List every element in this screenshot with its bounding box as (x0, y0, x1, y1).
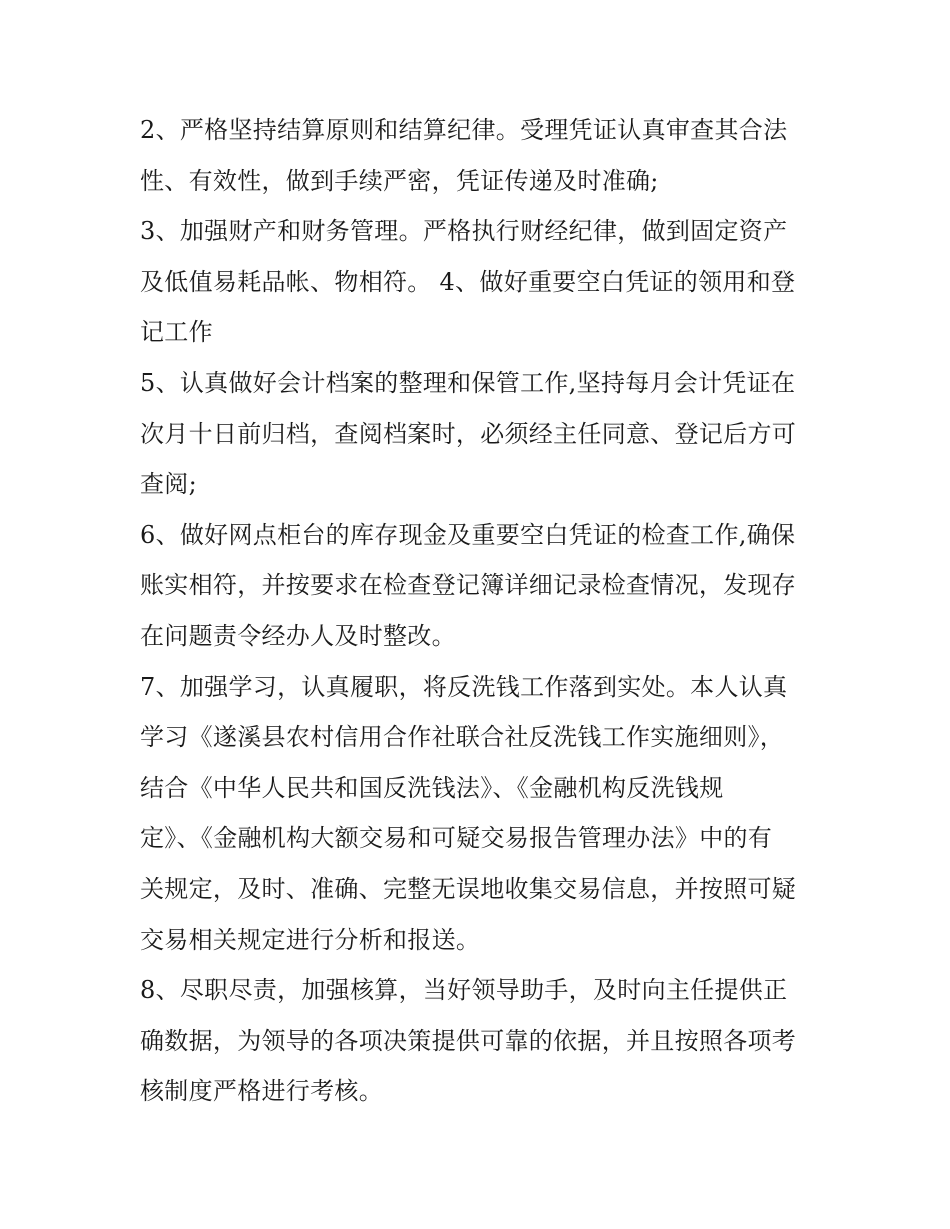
text-line: 结合《中华人民共和国反洗钱法》、《金融机构反洗钱规 (140, 773, 724, 802)
text-line: 5、认真做好会计档案的整理和保管工作,坚持每月会计凭证在 (140, 368, 796, 397)
text-line: 定》、《金融机构大额交易和可疑交易报告管理办法》中的有 (140, 824, 773, 853)
text-line: 交易相关规定进行分析和报送。 (140, 925, 481, 954)
text-line: 记工作 (140, 318, 213, 347)
text-line: 2、严格坚持结算原则和结算纪律。受理凭证认真审查其合法 (140, 116, 788, 144)
text-line: 在问题责令经办人及时整改。 (140, 621, 456, 650)
text-line: 查阅; (140, 470, 197, 499)
text-line: 7、加强学习，认真履职，将反洗钱工作落到实处。本人认真 (140, 672, 788, 701)
text-line: 次月十日前归档，查阅档案时，必须经主任同意、登记后方可 (140, 419, 797, 448)
document-body (140, 105, 820, 1117)
text-line: 6、做好网点柜台的库存现金及重要空白凭证的检查工作,确保 (140, 520, 796, 549)
text-line: 3、加强财产和财务管理。严格执行财经纪律，做到固定资产 (140, 217, 788, 246)
text-line: 关规定，及时、准确、完整无误地收集交易信息，并按照可疑 (140, 874, 797, 903)
text-line: 及低值易耗品帐、物相符。 4、做好重要空白凭证的领用和登 (140, 267, 796, 296)
text-line: 学习《遂溪县农村信用合作社联合社反洗钱工作实施细则》， (140, 723, 785, 752)
text-line: 账实相符，并按要求在检查登记簿详细记录检查情况，发现存 (140, 571, 797, 600)
text-line: 8、尽职尽责，加强核算，当好领导助手，及时向主任提供正 (140, 976, 788, 1005)
text-line: 性、有效性，做到手续严密，凭证传递及时准确; (140, 166, 659, 195)
text-line: 确数据，为领导的各项决策提供可靠的依据，并且按照各项考 (140, 1026, 797, 1055)
text-line: 核制度严格进行考核。 (140, 1077, 383, 1106)
